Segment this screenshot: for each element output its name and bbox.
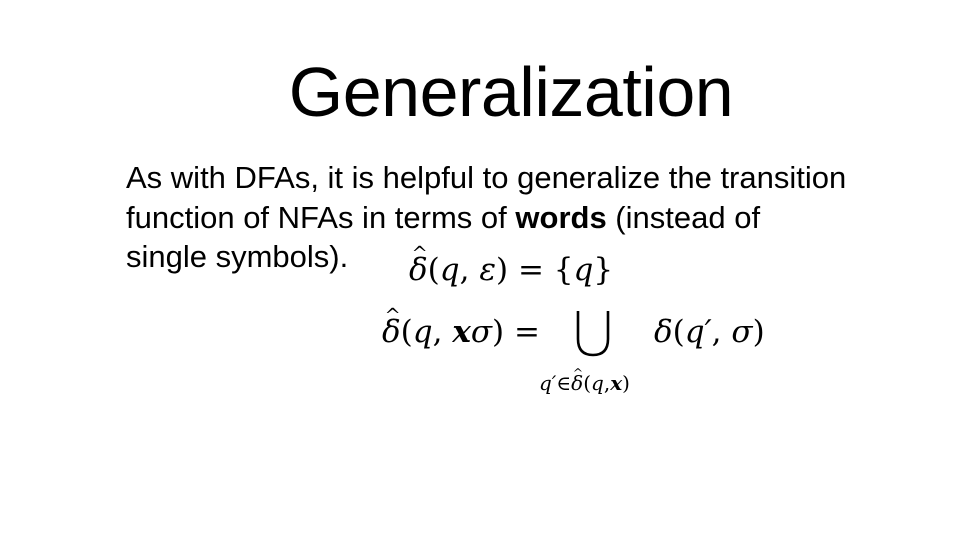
body-line-1: As with DFAs, it is helpful to generalize the transition — [126, 160, 847, 195]
equation-inductive-rhs: δ(q′, σ) — [654, 314, 765, 350]
equation-inductive-lhs: ^ δ(q, xσ) = — [382, 314, 540, 350]
body-line-3: single symbols). — [126, 239, 349, 274]
delta-hat-symbol: ^ δ — [409, 252, 428, 288]
state-q: q — [439, 252, 460, 288]
state-q: q — [573, 252, 594, 288]
delta-symbol: δ — [654, 314, 673, 350]
state-q-prime: q′ — [539, 371, 557, 395]
body-line-2-start: function of NFAs in terms of — [126, 199, 516, 235]
sigma-symbol: σ — [470, 314, 493, 350]
sigma-symbol: σ — [731, 314, 753, 350]
delta-hat-symbol: ^ δ — [571, 371, 583, 395]
delta-hat-symbol: ^ δ — [382, 314, 401, 350]
state-q-prime: q′ — [684, 314, 712, 350]
word-x: x — [452, 314, 471, 350]
element-of-symbol: ∈ — [556, 371, 572, 395]
body-line-2-end: (instead of — [606, 199, 761, 235]
big-union-icon — [573, 309, 613, 359]
state-q: q — [591, 371, 604, 395]
body-emphasis-words: words — [515, 199, 607, 235]
epsilon-symbol: ε — [479, 252, 496, 288]
word-x: x — [610, 371, 623, 395]
slide-title: Generalization — [288, 53, 734, 131]
state-q: q — [412, 314, 433, 350]
equals-sign: = — [517, 252, 544, 288]
union-subscript: q′∈^ δ(q,x) — [539, 371, 630, 395]
equals-sign: = — [513, 314, 540, 350]
equation-base-case: ^ δ(q, ε) = {q} — [409, 252, 613, 288]
